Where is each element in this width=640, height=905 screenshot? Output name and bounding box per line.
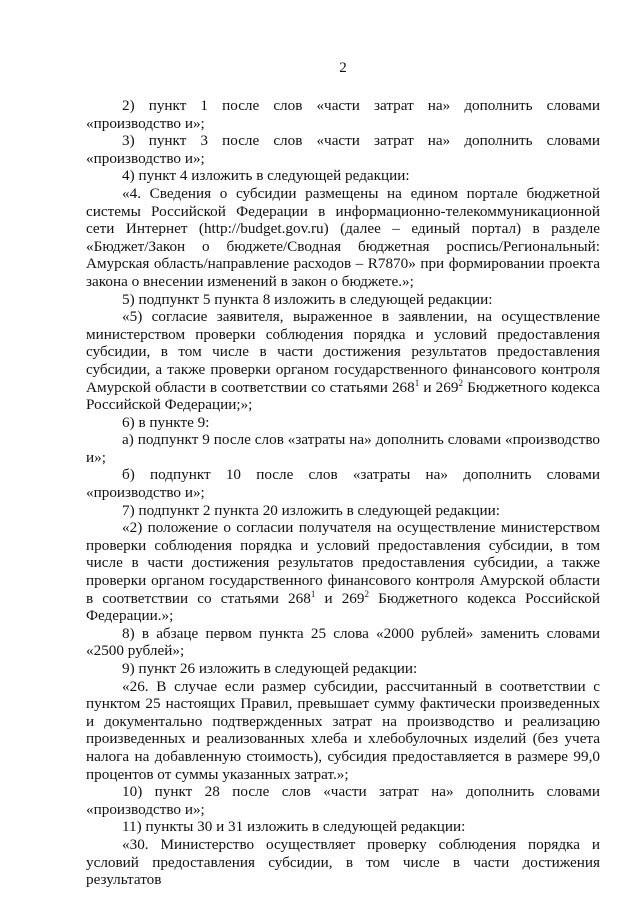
paragraph-item-6a: а) подпункт 9 после слов «затраты на» дополнить словами «производство и»; — [86, 431, 600, 466]
page-number: 2 — [339, 60, 347, 76]
paragraph-item-4: 4) пункт 4 изложить в следующей редакции: — [122, 167, 410, 185]
paragraph-item-8: 8) в абзаце первом пункта 25 слова «2000 рублей» заменить словами «2500 рублей»; — [86, 624, 600, 660]
clause-2-sup-2: 2 — [364, 588, 369, 599]
paragraph-item-9: 9) пункт 26 изложить в следующей редакции: — [122, 660, 418, 677]
clause-2-sup-1: 1 — [310, 588, 316, 599]
paragraph-item-5: 5) подпункт 5 пункта 8 изложить в следующей редакции: — [122, 290, 493, 308]
paragraph-item-3: 3) пункт 3 после слов «части затрат на» дополнить словами «производство и»; — [86, 132, 600, 167]
paragraph-clause-30: «30. Министерство осуществляет проверку соблюдения порядка и условий предоставления субсидии, в том числе в части достижения результатов — [86, 835, 600, 889]
paragraph-item-6b: б) подпункт 10 после слов «затраты на» дополнить словами «производство и»; — [86, 466, 600, 502]
clause-2-text-after: Бюджетного кодекса Российской Федерации.»; — [86, 589, 600, 625]
paragraph-item-10: 10) пункт 28 после слов «части затрат на» дополнить словами «производство и»; — [86, 783, 600, 818]
paragraph-item-2: 2) пункт 1 после слов «части затрат на» дополнить словами «производство и»; — [86, 97, 600, 132]
clause-2-text-mid: и 269 — [315, 589, 365, 607]
paragraph-clause-2 — [86, 519, 600, 625]
clause-5-sup-1: 1 — [414, 377, 420, 388]
paragraph-item-6: 6) в пункте 9: — [122, 413, 210, 431]
clause-2-text-before: «2) положение о согласии получателя на осуществление министерством проверки соблюдения порядка и условий предоставления субсидии, в том числе в части достижения результатов предоставления субсидии, а также проверки органом государственного финансового контроля Амурской области в соответствии со статьями 268 — [86, 519, 600, 607]
paragraph-item-7: 7) подпункт 2 пункта 20 изложить в следующей редакции: — [122, 501, 501, 519]
clause-5-text-mid: и 269 — [419, 378, 459, 396]
paragraph-clause-26: «26. В случае если размер субсидии, рассчитанный в соответствии с пунктом 25 настоящих Правил, превышает сумму фактически произведенных и документально подтвержденных затрат на производство и реализацию произведенных и реализованных хлеба и хлебобулочных изделий (без учета налога на добавленную стоимость), субсидия предоставляется в размере 99,0 процентов от суммы указанных затрат.»; — [86, 677, 600, 783]
paragraph-clause-5 — [86, 308, 600, 414]
paragraph-clause-4: «4. Сведения о субсидии размещены на едином портале бюджетной системы Российской Федерации в информационно-телекоммуникационной сети Интернет (http://budget.gov.ru) (далее – единый портал) в разделе «Бюджет/Закон о бюджете/Сводная бюджетная роспись/Региональный: Амурская область/направление расходов – R7870» при формировании проекта закона о внесении изменений в закон о бюджете.»; — [86, 184, 600, 290]
paragraph-item-11: 11) пункты 30 и 31 изложить в следующей редакции: — [122, 818, 466, 836]
clause-5-sup-2: 2 — [458, 377, 463, 388]
clause-5-text-after: Бюджетного кодекса Российской Федерации;»; — [86, 378, 600, 414]
clause-5-text-before: «5) согласие заявителя, выраженное в заявлении, на осуществление министерством проверки соблюдения порядка и условий предоставления субсидии, в том числе в части достижения результатов предоставления субсидии, а также проверки органом государственного финансового контроля Амурской области в соответствии со статьями 268 — [86, 308, 600, 396]
